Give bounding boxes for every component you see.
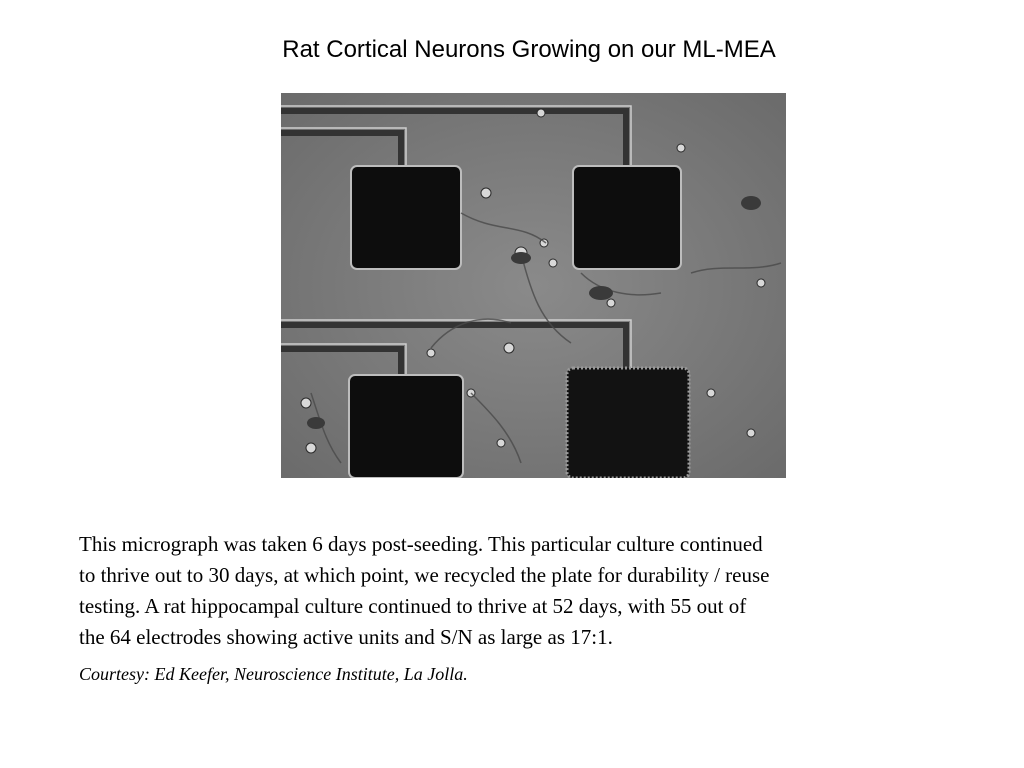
paragraph-line: to thrive out to 30 days, at which point, we recycled the plate for durability / reuse <box>79 563 770 587</box>
slide-title: Rat Cortical Neurons Growing on our ML-MEA <box>282 36 776 63</box>
paragraph-line: testing. A rat hippocampal culture continued to thrive at 52 days, with 55 out of <box>79 594 747 618</box>
paragraph-line: This micrograph was taken 6 days post-seeding. This particular culture continued <box>79 532 763 556</box>
micrograph-image <box>281 93 786 478</box>
description-paragraph <box>79 529 939 653</box>
courtesy-credit: Courtesy: Ed Keefer, Neuroscience Institute, La Jolla. <box>79 664 468 684</box>
paragraph-line: the 64 electrodes showing active units and S/N as large as 17:1. <box>79 625 613 649</box>
